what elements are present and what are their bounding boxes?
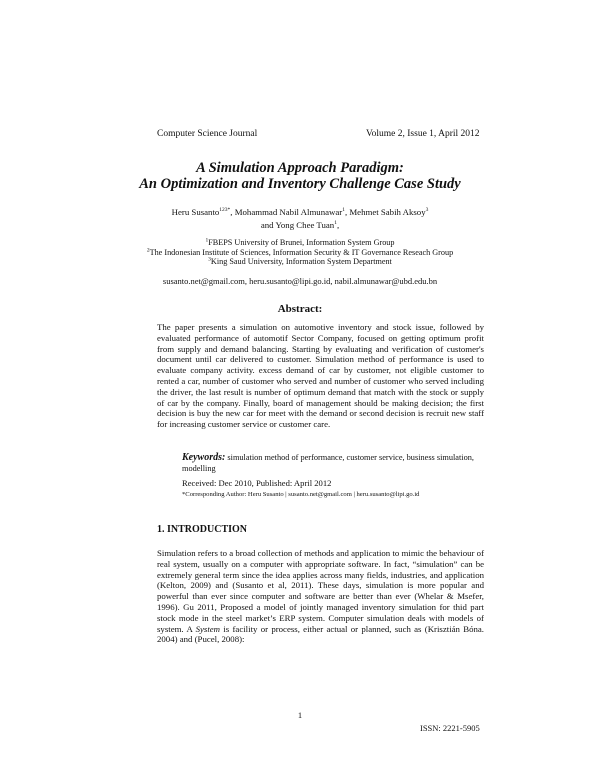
- page-number: 1: [297, 710, 303, 720]
- affiliation-mark: 3: [208, 256, 211, 263]
- emphasis: System: [195, 623, 221, 634]
- section-heading-introduction: 1. INTRODUCTION: [157, 524, 248, 535]
- conjunction: and: [260, 220, 276, 230]
- affiliation-mark: 1: [205, 237, 209, 244]
- author-name: Yong Chee Tuan: [275, 220, 335, 230]
- author-affiliation-mark: 1: [342, 207, 345, 214]
- affiliation-text: FBEPS University of Brunei, Information System Group: [208, 238, 395, 247]
- keywords: [182, 453, 482, 474]
- received-date: Received: Dec 2010, Published: April 2012: [182, 478, 332, 488]
- separator: ,: [230, 207, 235, 217]
- keywords-text: simulation method of performance, customer service, business simulation, modelling: [182, 453, 474, 473]
- affiliation-text: The Indonesian Institute of Sciences, Information Security & IT Governance Reseach Group: [149, 248, 454, 257]
- author-affiliation-mark: 123*: [219, 207, 231, 214]
- affiliation-3: [0, 257, 600, 267]
- keywords-label: Keywords:: [182, 452, 226, 463]
- author-emails: susanto.net@gmail.com, heru.susanto@lipi.go.id, nabil.almunawar@ubd.edu.bn: [162, 276, 438, 286]
- author-list-line-1: [0, 206, 600, 218]
- abstract-text: The paper presents a simulation on automotive inventory and stock issue, followed by evaluated performance of automotif Sector Company, focused on getting optimum profit from supply and demand balancing. Starting by evaluating and verification of customer's document until car delivered to customer. Simulation method of performance is used to evaluate company activity. excess demand of car by customer, not eligible customer to rented a car, number of customer who served and number of customer who served including the driver, the last result is number of optimum demand that match with the stock or supply of car by the company. Finally, board of management should be making decision; the first decision is buy the new car for meet with the demand or second decision is recruit new staff for increasing customer service or customer care.: [157, 322, 484, 430]
- volume-info: Volume 2, Issue 1, April 2012: [366, 129, 480, 139]
- paper-title-line-1: A Simulation Approach Paradigm:: [196, 160, 404, 176]
- author-name: Heru Susanto: [171, 207, 220, 217]
- introduction-text: Simulation refers to a broad collection of methods and application to mimic the behaviour of real system, usually on a computer with appropriate software. In fact, “simulation” can be extremely general term since the idea applies across many fields, industries, and application (Kelton, 2009) and (Susanto et al, 2011). These days, simulation is more popular and powerful than ever since computer and software are better than ever (Whelar & Msefer, 1996). Gu 2011, Proposed a model of jointly managed inventory simulation for thid part stock mode in the steel market’s ERP system. Computer simulation deals with models of system. A: [157, 548, 484, 634]
- journal-name: Computer Science Journal: [157, 129, 258, 139]
- corresponding-author: *Corresponding Author: Heru Susanto | susanto.net@gmail.com | heru.susanto@lipi.go.id: [182, 491, 420, 498]
- introduction-text-end: is facility or process, either actual or planned, such as (Krisztián Bóna. 2004) and (Pucel, 2008):: [157, 623, 485, 645]
- separator: ,: [344, 207, 350, 217]
- affiliation-1: [0, 238, 600, 248]
- separator: ,: [336, 220, 340, 230]
- author-name: Mohammad Nabil Almunawar: [234, 207, 343, 217]
- author-name: Mehmet Sabih Aksoy: [349, 207, 426, 217]
- author-affiliation-mark: 3: [425, 207, 429, 214]
- affiliation-text: King Saud University, Information System Department: [210, 257, 392, 266]
- author-affiliation-mark: 1: [334, 220, 337, 227]
- paper-title-line-2: An Optimization and Inventory Challenge Case Study: [139, 176, 461, 192]
- abstract-heading: Abstract:: [277, 303, 323, 315]
- issn: ISSN: 2221-5905: [420, 723, 480, 733]
- author-list-line-2: [0, 219, 600, 231]
- introduction-paragraph: [157, 548, 484, 645]
- affiliation-mark: 2: [146, 247, 150, 254]
